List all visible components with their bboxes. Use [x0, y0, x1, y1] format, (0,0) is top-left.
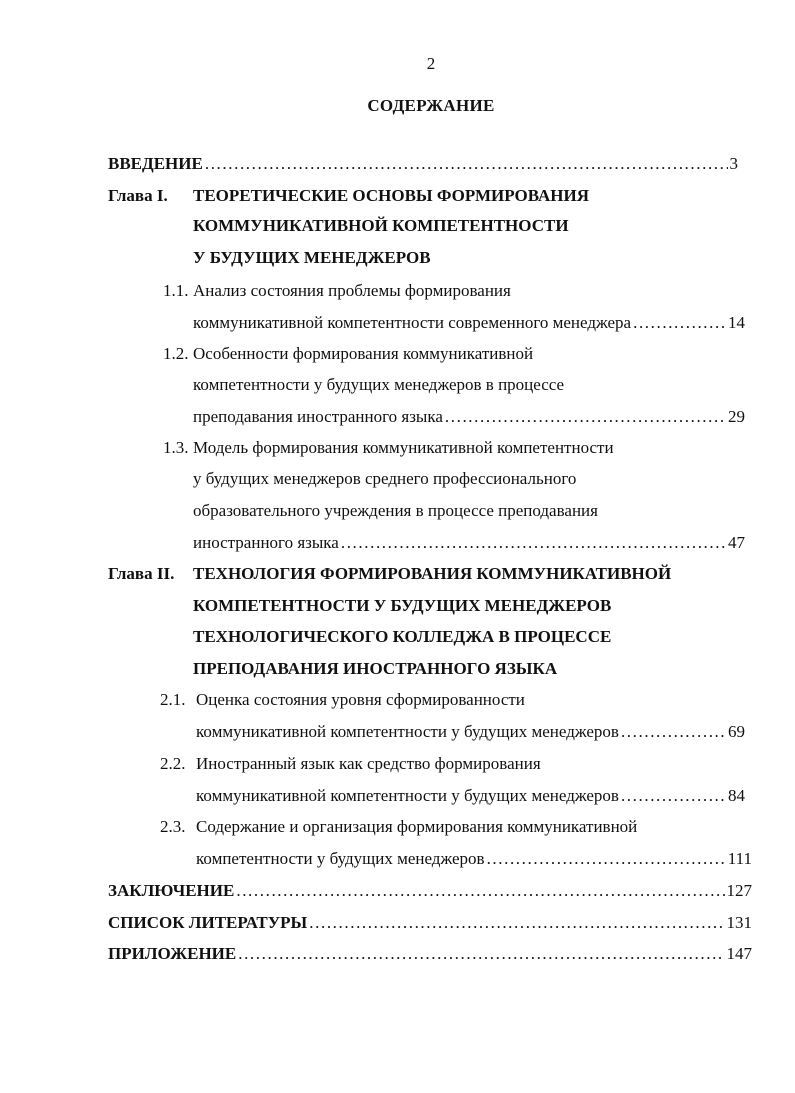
page-number: 2: [426, 54, 436, 73]
chapter2-title-line[interactable]: ТЕХНОЛОГИЯ ФОРМИРОВАНИЯ КОММУНИКАТИВНОЙ: [193, 564, 672, 583]
toc-label: ВВЕДЕНИЕ: [108, 154, 203, 173]
page-title: СОДЕРЖАНИЕ: [367, 96, 495, 115]
section-number: 1.2.: [163, 344, 189, 363]
toc-page: 47: [728, 533, 745, 552]
section-number: 1.3.: [163, 438, 189, 457]
section-number: 1.1.: [163, 281, 189, 300]
leader-dots: [621, 722, 726, 742]
section-2-3-line: компетентности у будущих менеджеров: [196, 849, 485, 868]
section-1-2-line[interactable]: Особенности формирования коммуникативной: [193, 344, 534, 363]
section-2-1-line[interactable]: Оценка состояния уровня сформированности: [196, 690, 525, 709]
toc-page: 131: [726, 913, 752, 932]
section-1-2-line: преподавания иностранного языка: [193, 407, 443, 426]
leader-dots: [445, 407, 726, 427]
toc-entry-2-2[interactable]: [196, 786, 745, 806]
toc-entry-conclusion[interactable]: [108, 881, 752, 901]
leader-dots: [487, 849, 726, 869]
chapter1-prefix: Глава I.: [108, 186, 168, 205]
section-2-1-line: коммуникативной компетентности у будущих менеджеров: [196, 722, 619, 741]
toc-page: 84: [728, 786, 745, 805]
leader-dots: [238, 944, 724, 964]
section-1-2-line[interactable]: компетентности у будущих менеджеров в процессе: [193, 375, 565, 394]
toc-entry-1-3[interactable]: [193, 533, 745, 553]
leader-dots: [633, 313, 726, 333]
section-2-2-line: коммуникативной компетентности у будущих менеджеров: [196, 786, 619, 805]
toc-page: 14: [728, 313, 745, 332]
leader-dots: [205, 154, 728, 174]
chapter2-title-line[interactable]: ТЕХНОЛОГИЧЕСКОГО КОЛЛЕДЖА В ПРОЦЕССЕ: [193, 627, 612, 646]
toc-page: 29: [728, 407, 745, 426]
toc-entry-bibliography[interactable]: [108, 913, 752, 933]
chapter2-title-line[interactable]: ПРЕПОДАВАНИЯ ИНОСТРАННОГО ЯЗЫКА: [193, 659, 558, 678]
toc-entry-1-1[interactable]: [193, 313, 745, 333]
section-2-3-line[interactable]: Содержание и организация формирования коммуникативной: [196, 817, 638, 836]
chapter2-prefix: Глава II.: [108, 564, 175, 583]
section-1-1-line: коммуникативной компетентности современного менеджера: [193, 313, 632, 332]
chapter1-title-line[interactable]: ТЕОРЕТИЧЕСКИЕ ОСНОВЫ ФОРМИРОВАНИЯ: [193, 186, 589, 205]
toc-label: ПРИЛОЖЕНИЕ: [108, 944, 237, 963]
toc-page: 111: [727, 849, 752, 868]
toc-page: 127: [726, 881, 752, 900]
toc-page: 147: [726, 944, 752, 963]
section-1-3-line: иностранного языка: [193, 533, 339, 552]
leader-dots: [236, 881, 724, 901]
chapter1-title-line[interactable]: У БУДУЩИХ МЕНЕДЖЕРОВ: [193, 248, 431, 267]
section-number: 2.3.: [160, 817, 186, 836]
chapter1-title-line[interactable]: КОММУНИКАТИВНОЙ КОМПЕТЕНТНОСТИ: [193, 216, 569, 235]
leader-dots: [621, 786, 726, 806]
leader-dots: [309, 913, 724, 933]
section-number: 2.1.: [160, 690, 186, 709]
leader-dots: [341, 533, 726, 553]
toc-entry-appendix[interactable]: [108, 944, 752, 964]
section-2-2-line[interactable]: Иностранный язык как средство формирования: [196, 754, 541, 773]
toc-entry-2-3[interactable]: [196, 849, 752, 869]
toc-label: СПИСОК ЛИТЕРАТУРЫ: [108, 913, 308, 932]
toc-entry-intro[interactable]: [108, 154, 738, 174]
toc-label: ЗАКЛЮЧЕНИЕ: [108, 881, 235, 900]
section-1-1-line[interactable]: Анализ состояния проблемы формирования: [193, 281, 511, 300]
toc-page: 69: [728, 722, 745, 741]
section-number: 2.2.: [160, 754, 186, 773]
toc-entry-1-2[interactable]: [193, 407, 745, 427]
section-1-3-line[interactable]: у будущих менеджеров среднего профессионального: [193, 469, 577, 488]
toc-entry-2-1[interactable]: [196, 722, 745, 742]
section-1-3-line[interactable]: Модель формирования коммуникативной компетентности: [193, 438, 614, 457]
section-1-3-line[interactable]: образовательного учреждения в процессе преподавания: [193, 501, 598, 520]
toc-page: 3: [729, 154, 738, 173]
chapter2-title-line[interactable]: КОМПЕТЕНТНОСТИ У БУДУЩИХ МЕНЕДЖЕРОВ: [193, 596, 612, 615]
